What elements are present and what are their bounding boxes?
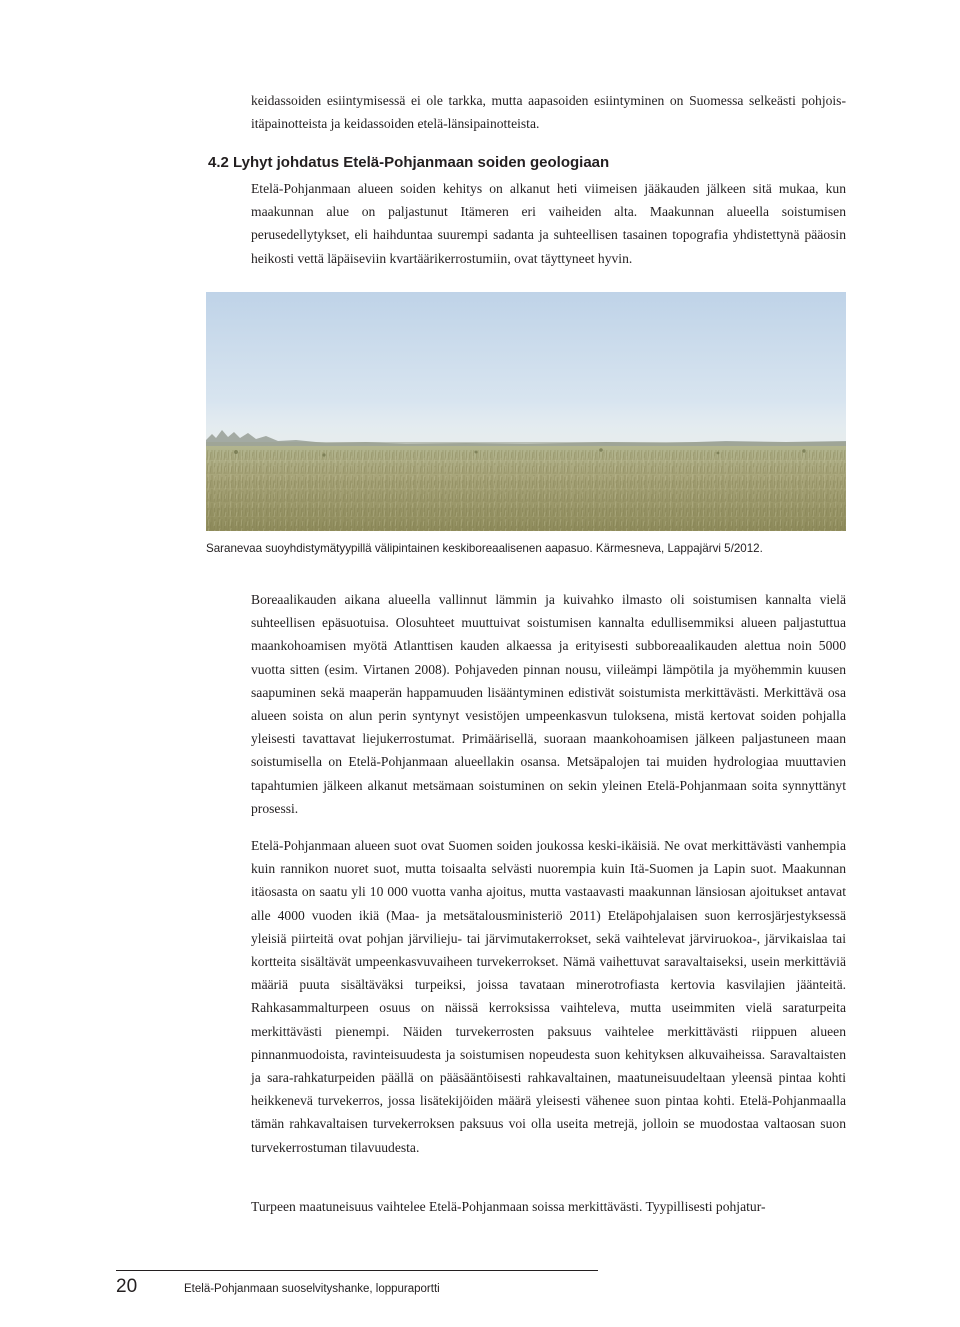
intro-paragraph: keidassoiden esiintymisessä ei ole tarkka, mutta aapasoiden esiintyminen on Suomessa selkeästi pohjois-itäpainotteista ja keidassoiden etelä-länsipainotteista. <box>251 93 846 132</box>
section-paragraph: Etelä-Pohjanmaan alueen soiden kehitys on alkanut heti viimeisen jääkauden jälkeen sitä mukaa, kun maakunnan alue on paljastunut Itämeren eri vaiheiden alta. Maakunnan alueella soistumisen perusedellytykset, eli haihduntaa suurempi sadanta ja suhteellisen tasainen topografia yhdistettynä pääosin heikosti vettä läpäiseviin kvartäärikerrostumiin, ovat täyttyneet hyvin. <box>251 181 846 266</box>
footer-title: Etelä-Pohjanmaan suoselvityshanke, loppuraportti <box>184 1283 440 1295</box>
section-heading: 4.2 Lyhyt johdatus Etelä-Pohjanmaan soiden geologiaan <box>208 154 610 171</box>
footer-divider <box>116 1270 598 1271</box>
body-paragraph-3: Turpeen maatuneisuus vaihtelee Etelä-Pohjanmaan soissa merkittävästi. Tyypillisesti pohjatur- <box>251 1199 766 1214</box>
bog-landscape-photo <box>206 292 846 531</box>
body-paragraph-2: Etelä-Pohjanmaan alueen suot ovat Suomen soiden joukossa keski-ikäisiä. Ne ovat merkittävästi vanhempia kuin rannikon nuoret suot, mutta toisaalta selvästi nuorempia kuin Itä-Suomen ja Lapin suot. Maakunnan itäosasta on saatu yli 10 000 vuotta vanha ajoitus, mutta vastaavasti maakunnan länsiosan ajoitukset antavat alle 4000 vuoden ikiä (Maa- ja metsätalousministeriö 2011) Eteläpohjalaisen suon kerrosjärjestyksessä yleisiä piirteitä ovat pohjan järvilieju- tai järvimutakerrokset, sekä vaihtelevat järviruokoa-, järvikaislaa tai kortteita sisältävät umpeenkasvuvaiheen turvekerrokset. Nämä vaihettuvat saravaltaiseksi, usein merkittäviä määriä puuta sisältäväksi turpeiksi, joissa tavataan minerotrofiasta kertovia kasvilajien jäänteitä. Rahkasammalturpeen osuus on näissä kerroksissa vaihteleva, mutta useimmiten vielä saraturpeita merkittävästi pienempi. Näiden turvekerrosten paksuus vaihtelee merkittävästi riippuen alueen pinnanmuodoista, ravinteisuudesta ja soistumisen nopeudesta suon kehityksen alkuvaiheissa. Saravaltaisten ja sara-rahkaturpeiden päällä on pääsääntöisesti rahkavaltainen, maatuneisuudeltaan yleensä pintaa kohti heikkenevä turvekerros, jossa lisätekijöiden määrä yleisesti vähenee suon pintaa kohti. Etelä-Pohjanmaalla tämän rahkavaltaisen turvekerroksen paksuus voi olla useita metrejä, jolloin se muodostaa valtaosan suon turvekerrostuman tilavuudesta. <box>251 838 846 1155</box>
body-paragraph-1: Boreaalikauden aikana alueella vallinnut lämmin ja kuivahko ilmasto oli soistumisen kannalta vielä suhteellisen epäsuotuisa. Olosuhteet muuttuivat soistumisen kannalta edullisemmiksi alueen paljastuttua maankohoamisen myötä Atlanttisen kauden alkaessa ja erityisesti subboreaalikauden alettua noin 5000 vuotta sitten (esim. Virtanen 2008). Pohjaveden pinnan nousu, viileämpi lämpötila ja myöhemmin kuusen saapuminen sekä maaperän happamuuden lisääntyminen edistivät soistumista merkittävästi. Merkittävä osa alueen soista on alun perin syntynyt vesistöjen umpeenkasvun tuloksena, mistä kertovat soiden pohjalla yleisesti tavattavat liejukerrostumat. Primäärisellä, suoraan maankohoamisen jälkeen paljastuneen maan soistumisella on Etelä-Pohjanmaan alueellakin osansa. Metsäpalojen tai muiden hydrologiaa muuttavien tapahtumien jälkeen alkanut metsämaan soistuminen on sekin yleinen Etelä-Pohjanmaan soita synnyttänyt prosessi. <box>251 592 846 816</box>
page-number: 20 <box>116 1276 138 1297</box>
figure-caption: Saranevaa suoyhdistymätyypillä välipintainen keskiboreaalisenen aapasuo. Kärmesneva, Lappajärvi 5/2012. <box>206 542 763 555</box>
